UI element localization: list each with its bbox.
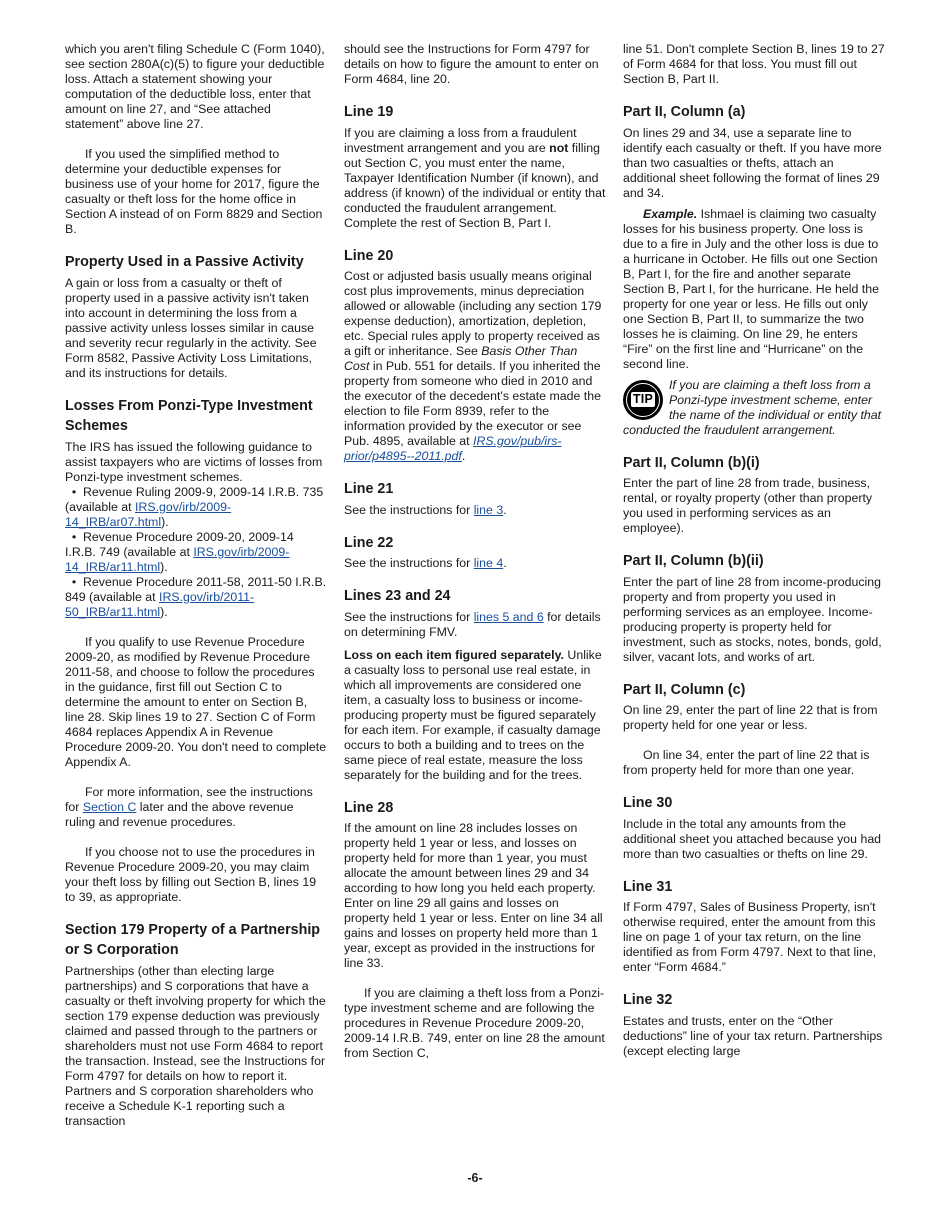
- bullet-icon: •: [71, 574, 77, 589]
- paragraph: See the instructions for lines 5 and 6 for details on determining FMV.: [344, 609, 601, 639]
- paragraph: Cost or adjusted basis usually means original cost plus improvements, minus depreciation allowed or allowable (including any section 179 expense deduction), amortization, depletion, etc. Special rules apply to property received as a gift or inheritance. See Basis Other Than Cost in Pub. 551 for details. If you inherited the property from someone who died in 2010 and the executor of the decedent's estate made the election to file Form 8939, refer to the information provided by the executor or see Pub. 4895, available at IRS.gov/pub/irs-prior/p4895--2011.pdf.: [344, 269, 602, 463]
- paragraph: If you qualify to use Revenue Procedure 2009-20, as modified by Revenue Procedure 2011-58, and choose to follow the procedures in the guidance, first fill out Section C to determine the amount to enter on Section B, line 28. Skip lines 19 to 27. Section C of Form 4684 replaces Appendix A in Revenue Procedure 2009-20. You don't need to complete Appendix A.: [65, 634, 327, 769]
- heading-ponzi-schemes: Losses From Ponzi-Type Investment Schemes: [65, 397, 313, 434]
- heading-line-32: Line 32: [623, 992, 673, 1008]
- heading-line-21: Line 21: [344, 481, 394, 497]
- heading-part2-col-a: Part II, Column (a): [623, 104, 746, 120]
- column-3: [623, 42, 885, 1074]
- link-irb-2009-14-ar11[interactable]: IRS.gov/irb/2009-14_IRB/ar11.html: [65, 544, 290, 574]
- paragraph: If you are claiming a theft loss from a Ponzi-type investment scheme and are following the procedures in Revenue Procedure 2009-20, 2009-14 I.R.B. 749, enter on line 28 the amount from Section C,: [344, 986, 605, 1060]
- paragraph: Estates and trusts, enter on the “Other deductions” line of your tax return. Partnerships (except electing large: [623, 1013, 883, 1058]
- link-irb-2011-50-ar11[interactable]: IRS.gov/irb/2011-50_IRB/ar11.html: [65, 589, 255, 619]
- paragraph: If Form 4797, Sales of Business Property, isn't otherwise required, enter the amount from this line on page 1 of your tax return, on the line identified as from Form 4797. Next to that line, enter “Form 4684.”: [623, 900, 877, 974]
- paragraph: If you are claiming a loss from a fraudulent investment arrangement and you are not filling out Section C, you must enter the name, Taxpayer Identification Number (if known), and address (if known) of the individual or entity that conducted the fraudulent arrangement. Complete the rest of Section B, Part I.: [344, 125, 606, 230]
- paragraph: should see the Instructions for Form 4797 for details on how to figure the amount to enter on Form 4684, line 20.: [344, 42, 599, 86]
- heading-line-30: Line 30: [623, 795, 673, 811]
- paragraph: line 51. Don't complete Section B, lines 19 to 27 of Form 4684 for that loss. You must fill out Section B, Part II.: [623, 42, 885, 86]
- heading-part2-col-c: Part II, Column (c): [623, 681, 746, 698]
- paragraph: On line 34, enter the part of line 22 that is from property held for more than one year.: [623, 748, 870, 777]
- link-irb-2009-14-ar07[interactable]: IRS.gov/irb/2009-14_IRB/ar07.html: [65, 499, 232, 529]
- bullet-icon: •: [71, 484, 77, 499]
- paragraph: Partnerships (other than electing large partnerships) and S corporations that have a casualty or theft involving property for which the section 179 expense deduction was previously claimed and passed through to the partners or shareholders must not use Form 4684 to report the transaction. Instead, see the Instructions for Form 4797 for details on how to report it. Partners and S corporation shareholders who receive a Schedule K-1 reporting such a transaction: [65, 963, 326, 1128]
- link-lines-5-6[interactable]: lines 5 and 6: [473, 609, 544, 624]
- paragraph: Enter the part of line 28 from trade, business, rental, or royalty property (other than property you used in performing services as an employee).: [623, 476, 873, 535]
- list-item: • Revenue Procedure 2009-20, 2009-14 I.R.B. 749 (available at IRS.gov/irb/2009-14_IRB/ar11.html).: [65, 529, 294, 574]
- heading-line-28: Line 28: [344, 799, 394, 816]
- paragraph: On lines 29 and 34, use a separate line to identify each casualty or theft. If you have more than two casualties or thefts, attach an additional sheet following the format of lines 29 and 34.: [623, 125, 882, 200]
- guidance-list: [65, 485, 327, 620]
- paragraph: which you aren't filing Schedule C (Form 1040), see section 280A(c)(5) to figure your deductible loss. Attach a statement showing your computation of the deductible loss, enter that amount on line 27, and “See attached statement” above line 27.: [65, 42, 325, 131]
- paragraph: On line 29, enter the part of line 22 that is from property held for one year or less.: [623, 703, 878, 732]
- page-number: -6-: [467, 1171, 483, 1185]
- link-line-3[interactable]: line 3: [473, 502, 504, 517]
- heading-part2-col-bii: Part II, Column (b)(ii): [623, 553, 764, 569]
- list-item: • Revenue Ruling 2009-9, 2009-14 I.R.B. 735 (available at IRS.gov/irb/2009-14_IRB/ar07.html).: [65, 484, 324, 529]
- link-line-4[interactable]: line 4: [473, 556, 504, 570]
- tip-text: If you are claiming a theft loss from a Ponzi-type investment scheme, enter the name of the individual or entity that conducted the fraudulent arrangement.: [623, 377, 882, 437]
- heading-lines-23-24: Lines 23 and 24: [344, 588, 451, 604]
- paragraph: If you used the simplified method to determine your deductible expenses for business use of your home for 2017, figure the casualty or theft loss for the home office in Section A instead of on Form 8829 and Section B.: [65, 147, 323, 236]
- paragraph: See the instructions for line 4.: [344, 556, 507, 570]
- paragraph: A gain or loss from a casualty or theft of property used in a passive activity isn't taken into account in determining the loss from a passive activity unless losses similar in cause and severity recur regularly in the activity. See Form 8582, Passive Activity Loss Limitations, and its instructions for details.: [65, 275, 317, 380]
- paragraph: Include in the total any amounts from the additional sheet you attached because you had more than two casualties or thefts on line 29.: [623, 816, 882, 861]
- paragraph: If the amount on line 28 includes losses on property held 1 year or less, and losses on property held for more than 1 year, you must allocate the amount between lines 29 and 34 according to how long you held each property. Enter on line 29 all gains and losses on property held 1 year or less. Enter on line 34 all gains and losses on property held more than 1 year, except as provided in the instructions for line 33.: [344, 821, 603, 970]
- link-pub-4895[interactable]: IRS.gov/pub/irs-prior/p4895--2011.pdf: [344, 434, 562, 463]
- bullet-icon: •: [71, 529, 77, 544]
- paragraph: See the instructions for line 3.: [344, 502, 507, 517]
- heading-part2-col-bi: Part II, Column (b)(i): [623, 454, 760, 471]
- heading-line-31: Line 31: [623, 878, 673, 895]
- link-section-c[interactable]: Section C: [82, 799, 137, 814]
- paragraph: The IRS has issued the following guidance to assist taxpayers who are victims of losses from Ponzi-type investment schemes.: [65, 439, 323, 484]
- paragraph: If you choose not to use the procedures in Revenue Procedure 2009-20, you may claim your theft loss by filling out Section B, lines 19 to 39, as appropriate.: [65, 844, 317, 904]
- heading-passive-activity: Property Used in a Passive Activity: [65, 254, 304, 270]
- example-paragraph: Example. Ishmael is claiming two casualty losses for his business property. One loss is due to a fire in July and the other loss is due to a hurricane in October. He fills out one Section B, Part I, for the fire and another separate Section B, Part I, for the hurricane. He held the property for one year or less. He fills out only one Section B, Part II, to summarize the two losses he is claiming. On line 29, he enters “Fire” on the first line and “Hurricane” on the second line.: [623, 206, 879, 371]
- paragraph: For more information, see the instructions for Section C later and the above revenue ruling and revenue procedures.: [65, 784, 313, 829]
- heading-section-179: Section 179 Property of a Partnership or S Corporation: [65, 921, 321, 958]
- tip-icon: TIP: [623, 380, 663, 420]
- tip-box: [623, 378, 885, 438]
- column-2: [344, 42, 606, 1076]
- heading-line-22: Line 22: [344, 534, 394, 551]
- list-item: • Revenue Procedure 2011-58, 2011-50 I.R.B. 849 (available at IRS.gov/irb/2011-50_IRB/ar11.html).: [65, 574, 327, 619]
- heading-line-20: Line 20: [344, 247, 394, 264]
- column-1: [65, 42, 327, 1144]
- heading-line-19: Line 19: [344, 104, 394, 120]
- paragraph: Loss on each item figured separately. Unlike a casualty loss to personal use real estate, in which all improvements are considered one item, a casualty loss to business or income-producing property must be figured separately for each item. For example, if casualty damage occurs to both a building and to trees on the same piece of real estate, measure the loss separately for the building and for the trees.: [344, 647, 602, 782]
- paragraph: Enter the part of line 28 from income-producing property and from property you used in performing services as an employee. Income-producing property is property held for investment, such as stocks, notes, bonds, gold, silver, vacant lots, and works of art.: [623, 574, 882, 664]
